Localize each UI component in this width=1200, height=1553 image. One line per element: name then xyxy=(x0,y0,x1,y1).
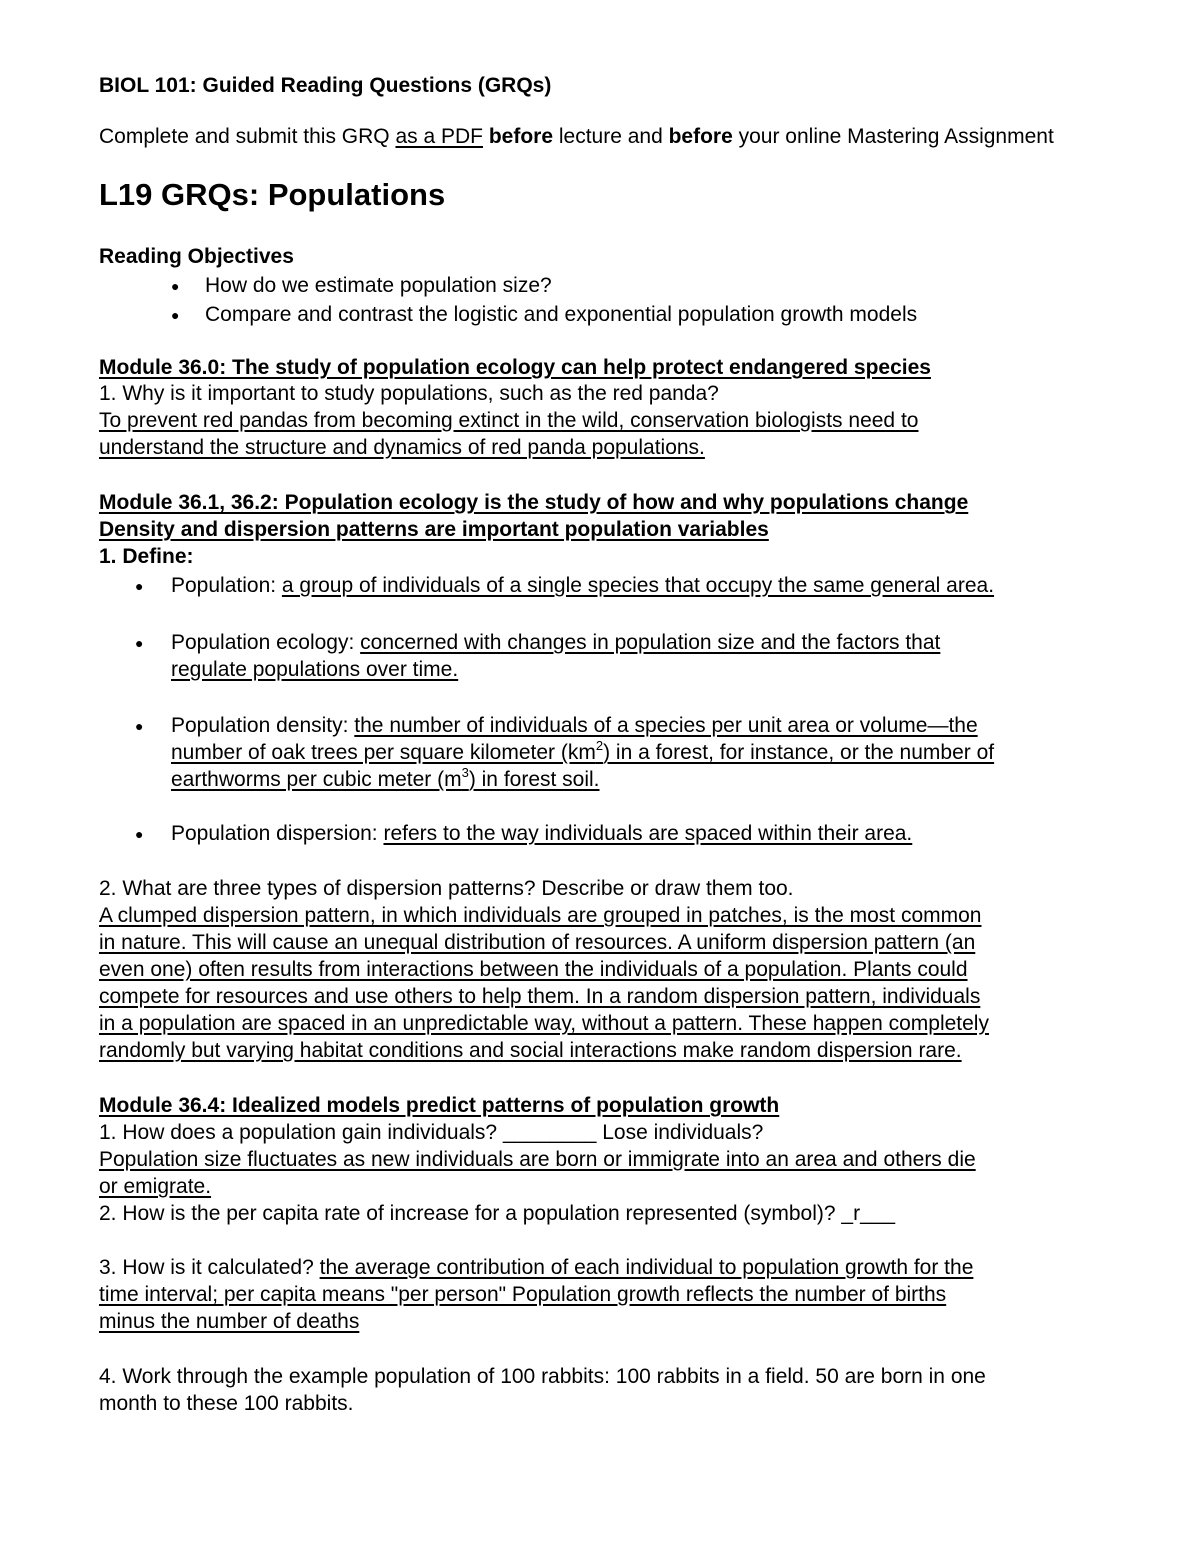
definition-population xyxy=(171,573,994,599)
define-label: 1. Define: xyxy=(99,545,194,568)
definition-text: refers to the way individuals are spaced within their area. xyxy=(383,822,913,845)
question: 4. Work through the example population of 100 rabbits: 100 rabbits in a field. 50 are born in one xyxy=(99,1365,986,1388)
question: 1. How does a population gain individuals? ________ Lose individuals? xyxy=(99,1121,764,1144)
answer-line: in a population are spaced in an unpredictable way, without a pattern. These happen completely xyxy=(99,1012,989,1035)
answer-line: A clumped dispersion pattern, in which individuals are grouped in patches, is the most common xyxy=(99,904,982,927)
definition-population-density xyxy=(171,713,978,739)
answer-line: randomly but varying habitat conditions and social interactions make random dispersion rare. xyxy=(99,1039,962,1062)
answer-line: Population size fluctuates as new individuals are born or immigrate into an area and others die xyxy=(99,1148,976,1171)
module-36-0-heading: Module 36.0: The study of population ecology can help protect endangered species xyxy=(99,356,931,379)
question xyxy=(99,1255,973,1281)
bullet-icon: ● xyxy=(135,718,144,734)
answer-line: in nature. This will cause an unequal distribution of resources. A uniform dispersion pattern (an xyxy=(99,931,976,954)
objective-item: Compare and contrast the logistic and exponential population growth models xyxy=(205,303,918,326)
definition-population-ecology xyxy=(171,630,940,656)
definition-text: the number of individuals of a species per unit area or volume—the xyxy=(354,714,978,737)
definition-term: Population: xyxy=(171,574,282,597)
bullet-icon: ● xyxy=(135,578,144,594)
definition-text: a group of individuals of a single species that occupy the same general area. xyxy=(281,574,995,597)
answer-line: even one) often results from interactions between the individuals of a population. Plants could xyxy=(99,958,968,981)
instruction-pdf: as a PDF xyxy=(395,125,483,148)
definition-text xyxy=(171,740,994,766)
instruction-text: lecture and xyxy=(553,125,669,148)
definition-text: earthworms per cubic meter (m xyxy=(171,768,462,791)
instruction-line xyxy=(99,124,1054,150)
instruction-before: before xyxy=(668,125,733,148)
definition-text: ) in a forest, for instance, or the number of xyxy=(603,741,995,764)
instruction-before: before xyxy=(488,125,554,148)
definition-text: number of oak trees per square kilometer (km xyxy=(171,741,596,764)
question: 2. How is the per capita rate of increase for a population represented (symbol)? _r___ xyxy=(99,1202,896,1225)
page-title: L19 GRQs: Populations xyxy=(99,177,446,212)
question: 2. What are three types of dispersion patterns? Describe or draw them too. xyxy=(99,877,794,900)
module-36-2-heading: Density and dispersion patterns are important population variables xyxy=(99,518,769,541)
course-title: BIOL 101: Guided Reading Questions (GRQs) xyxy=(99,74,552,97)
answer-line: or emigrate. xyxy=(99,1175,212,1198)
answer-line: minus the number of deaths xyxy=(99,1310,360,1333)
answer-line: time interval; per capita means "per person" Population growth reflects the number of births xyxy=(99,1283,947,1306)
bullet-icon: ● xyxy=(135,635,144,651)
answer-text: the average contribution of each individual to population growth for the xyxy=(319,1256,974,1279)
instruction-text: Complete and submit this GRQ xyxy=(99,125,396,148)
objectives-heading: Reading Objectives xyxy=(99,245,294,268)
answer-line: understand the structure and dynamics of red panda populations. xyxy=(99,436,705,459)
definition-term: Population density: xyxy=(171,714,355,737)
bullet-icon: ● xyxy=(171,278,180,294)
objective-item: How do we estimate population size? xyxy=(205,274,552,297)
answer-line: To prevent red pandas from becoming extinct in the wild, conservation biologists need to xyxy=(99,409,919,432)
question-text: 3. How is it calculated? xyxy=(99,1256,320,1279)
instruction-text: your online Mastering Assignment xyxy=(732,125,1054,148)
definition-text xyxy=(171,767,600,793)
definition-term: Population ecology: xyxy=(171,631,361,654)
bullet-icon: ● xyxy=(171,307,180,323)
definition-text: regulate populations over time. xyxy=(171,658,459,681)
module-36-1-heading: Module 36.1, 36.2: Population ecology is the study of how and why populations change xyxy=(99,491,969,514)
definition-text: concerned with changes in population size and the factors that xyxy=(360,631,941,654)
superscript: 2 xyxy=(595,738,604,753)
definition-term: Population dispersion: xyxy=(171,822,384,845)
question: 1. Why is it important to study populations, such as the red panda? xyxy=(99,382,719,405)
module-36-4-heading: Module 36.4: Idealized models predict patterns of population growth xyxy=(99,1094,780,1117)
superscript: 3 xyxy=(461,765,469,780)
question: month to these 100 rabbits. xyxy=(99,1392,354,1415)
bullet-icon: ● xyxy=(135,826,144,842)
answer-line: compete for resources and use others to help them. In a random dispersion pattern, individuals xyxy=(99,985,981,1008)
definition-population-dispersion xyxy=(171,821,912,847)
definition-text: ) in forest soil. xyxy=(468,768,600,791)
